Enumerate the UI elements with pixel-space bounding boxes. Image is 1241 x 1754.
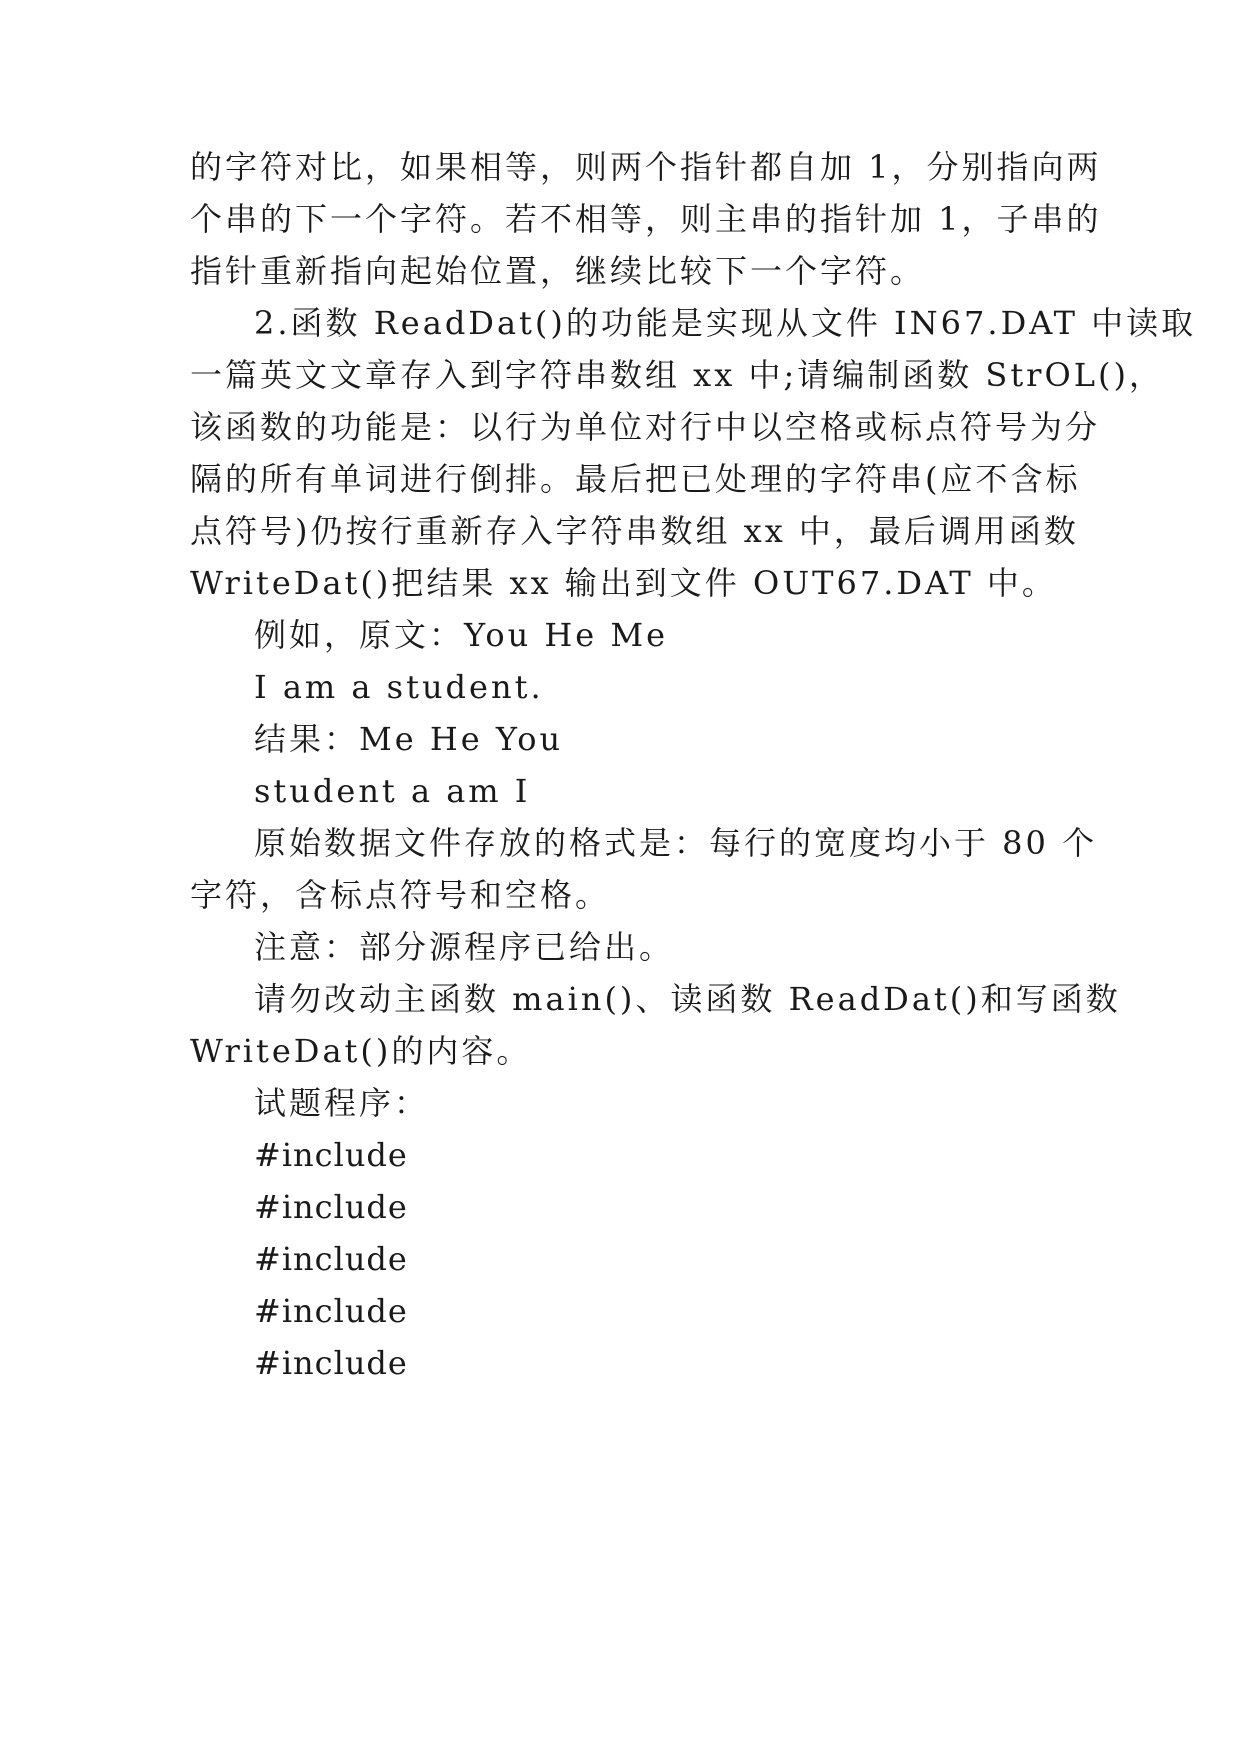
code-line: #include (254, 1136, 408, 1174)
text-line: 个串的下一个字符。若不相等，则主串的指针加 1，子串的 (190, 200, 1102, 238)
text-line: 隔的所有单词进行倒排。最后把已处理的字符串(应不含标 (190, 460, 1081, 498)
text-line: 结果：Me He You (254, 720, 564, 758)
text-line: 字符，含标点符号和空格。 (190, 876, 611, 914)
text-line: 该函数的功能是：以行为单位对行中以空格或标点符号为分 (190, 408, 1101, 446)
text-line: 原始数据文件存放的格式是：每行的宽度均小于 80 个 (254, 824, 1098, 862)
text-line: student a am I (254, 772, 531, 810)
code-line: #include (254, 1344, 408, 1382)
code-line: #include (254, 1240, 408, 1278)
text-line: 2.函数 ReadDat()的功能是实现从文件 IN67.DAT 中读取 (254, 304, 1197, 342)
text-line: 请勿改动主函数 main()、读函数 ReadDat()和写函数 (254, 980, 1121, 1018)
text-line: I am a student. (254, 668, 544, 706)
text-line: 点符号)仍按行重新存入字符串数组 xx 中，最后调用函数 (190, 512, 1079, 550)
code-line: #include (254, 1292, 408, 1330)
text-line: 注意：部分源程序已给出。 (254, 928, 675, 966)
text-line: 的字符对比，如果相等，则两个指针都自加 1，分别指向两 (190, 148, 1102, 186)
code-line: #include (254, 1188, 408, 1226)
text-line: 试题程序： (254, 1084, 430, 1122)
text-line: WriteDat()把结果 xx 输出到文件 OUT67.DAT 中。 (190, 564, 1057, 602)
text-line: 一篇英文文章存入到字符串数组 xx 中;请编制函数 StrOL()， (190, 356, 1164, 394)
text-line: 例如，原文：You He Me (254, 616, 669, 654)
text-line: 指针重新指向起始位置，继续比较下一个字符。 (190, 252, 926, 290)
text-line: WriteDat()的内容。 (190, 1032, 532, 1070)
